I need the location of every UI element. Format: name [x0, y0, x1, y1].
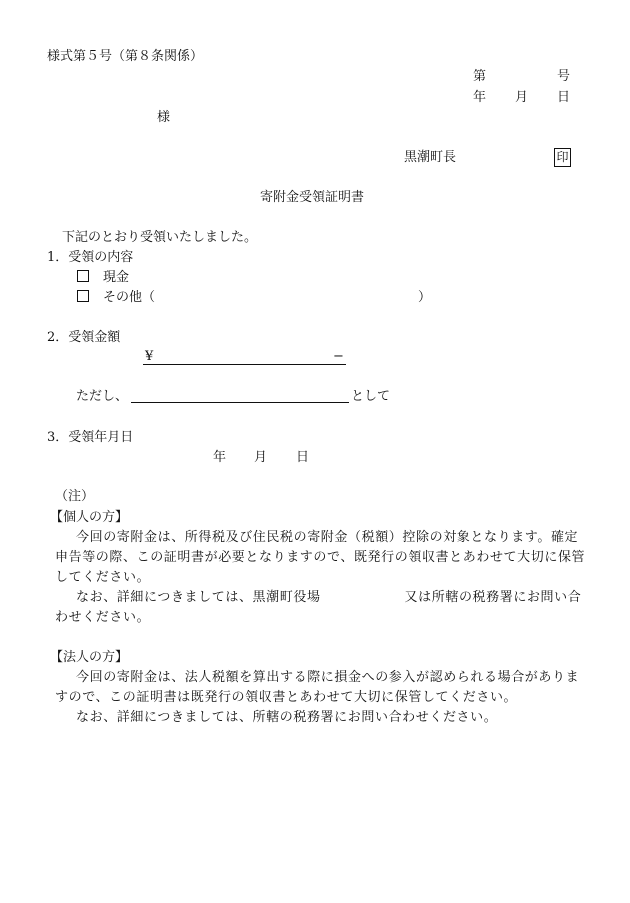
- individual-heading: 【個人の方】: [50, 510, 129, 525]
- individual-para2: [55, 588, 590, 628]
- seal-mark: 印: [554, 148, 571, 167]
- form-number: 様式第５号（第８条関係）: [47, 49, 204, 64]
- issuer-name: 黒潮町長: [404, 150, 457, 165]
- amount-underline: [143, 364, 346, 365]
- section2-heading: 2．受領金額: [47, 330, 121, 345]
- section3-heading: 3．受領年月日: [47, 430, 134, 445]
- addressee-suffix: 様: [157, 110, 171, 125]
- corporate-para2: なお、詳細につきましては、所轄の税務署にお問い合わせください。: [76, 710, 498, 725]
- intro-text: 下記のとおり受領いたしました。: [62, 230, 258, 245]
- receipt-year: 年: [213, 450, 227, 465]
- yen-sign: ¥: [145, 349, 154, 364]
- option-other: [77, 290, 155, 306]
- corporate-para1: 今回の寄附金は、法人税額を算出する際に損金への参入が認められる場合がありますので、この証明書は既発行の領収書とあわせて大切に保管してください。: [55, 670, 580, 705]
- receipt-month: 月: [254, 450, 268, 465]
- purpose-underline: [131, 402, 349, 403]
- individual-para2-a: なお、詳細につきましては、黒潮町役場: [76, 590, 321, 605]
- option-cash: [77, 270, 129, 286]
- corporate-heading: 【法人の方】: [50, 650, 129, 665]
- amount-dash: −: [333, 349, 344, 364]
- individual-notes: [55, 528, 590, 628]
- toshite-label: として: [351, 389, 391, 404]
- individual-para1: 今回の寄附金は、所得税及び住民税の寄附金（税額）控除の対象となります。確定申告等の際、この証明書が必要となりますので、既発行の領収書とあわせて大切に保管してください。: [55, 530, 586, 585]
- issue-date-year: 年: [473, 90, 487, 105]
- issue-date-day: 日: [557, 90, 571, 105]
- other-checkbox-icon: [77, 290, 89, 302]
- issue-date-month: 月: [515, 90, 529, 105]
- section1-heading: 1．受領の内容: [47, 250, 134, 265]
- tadashi-label: ただし、: [76, 389, 129, 404]
- document-title: 寄附金受領証明書: [260, 190, 365, 205]
- option-cash-label: 現金: [103, 270, 130, 285]
- notes-label: （注）: [55, 489, 95, 504]
- individual-para2-b: 又は所轄の税務署にお問い合わせください。: [55, 590, 582, 625]
- option-other-close: ）: [418, 290, 432, 305]
- doc-number-suffix: 号: [557, 69, 571, 84]
- corporate-notes: [55, 668, 590, 728]
- option-other-label: その他（: [103, 290, 156, 305]
- cash-checkbox-icon: [77, 270, 89, 282]
- doc-number-prefix: 第: [473, 69, 487, 84]
- receipt-day: 日: [296, 450, 310, 465]
